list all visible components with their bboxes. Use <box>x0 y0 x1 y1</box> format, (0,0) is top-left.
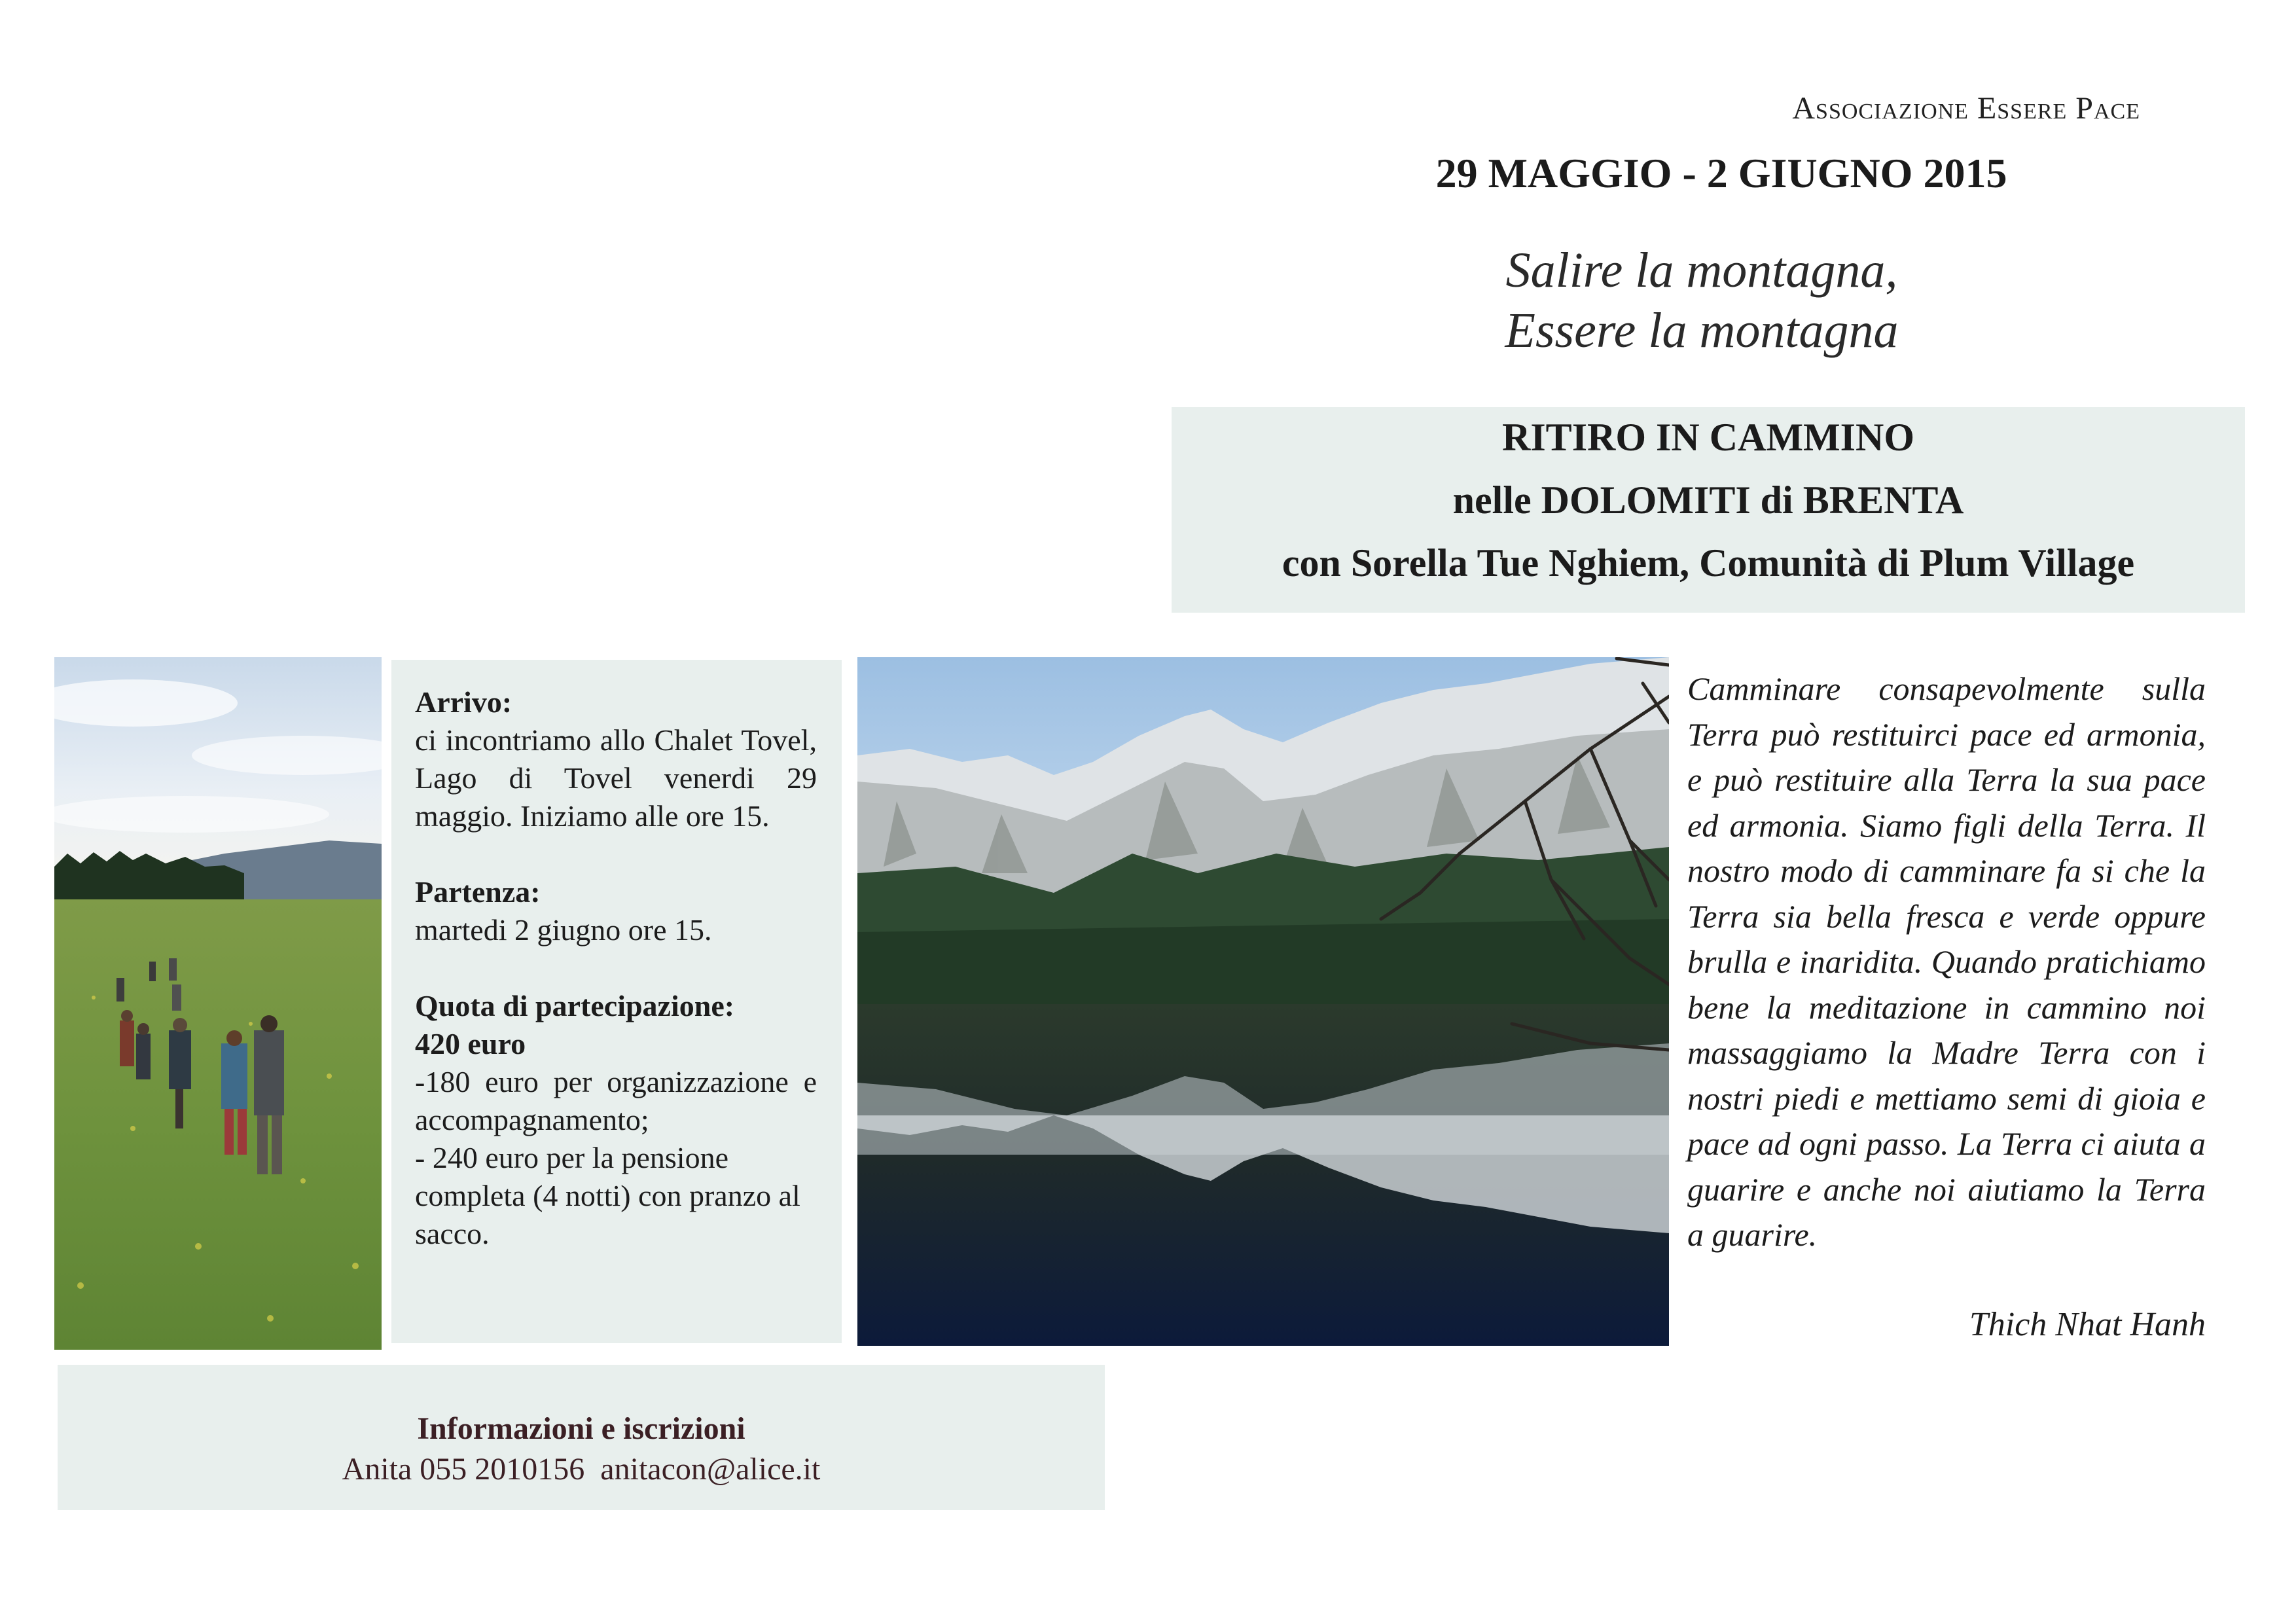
fee-amount: 420 euro <box>415 1027 526 1060</box>
retreat-title-box <box>1172 407 2245 613</box>
motto-line-1: Salire la montagna, <box>1505 243 1898 298</box>
fee-label: Quota di partecipazione: <box>415 989 735 1022</box>
organization-name: Associazione Essere Pace <box>1792 91 2140 126</box>
arrival-label: Arrivo: <box>415 685 512 719</box>
quote-author: Thich Nhat Hanh <box>1969 1306 2206 1343</box>
contact-title: Informazioni e iscrizioni <box>417 1411 745 1446</box>
event-dates: 29 MAGGIO - 2 GIUGNO 2015 <box>1435 150 2007 196</box>
motto-line-2: Essere la montagna <box>1505 303 1899 358</box>
contact-details: Anita 055 2010156 anitacon@alice.it <box>342 1452 821 1487</box>
departure-label: Partenza: <box>415 875 541 909</box>
arrival-text: ci incontriamo allo Chalet Tovel, Lago di Tovel venerdi 29 maggio. Iniziamo alle ore 15. <box>415 723 817 833</box>
retreat-location: nelle DOLOMITI di BRENTA <box>1452 478 1964 522</box>
fee-item-board: - 240 euro per la pensione completa (4 notti) con pranzo al sacco. <box>415 1141 800 1250</box>
hikers-meadow-photo <box>54 657 382 1350</box>
mountain-lake-photo <box>857 657 1669 1346</box>
info-box <box>391 660 842 1343</box>
contact-box <box>58 1365 1105 1510</box>
quote-text: Camminare consapevolmente sulla Terra può restituirci pace ed armonia, e può restituire alla Terra la sua pace ed armonia. Siamo figli della Terra. Il nostro modo di camminare fa si che la Terra sia bella fresca e verde oppure brulla e inaridita. Quando pratichiamo bene la meditazione in cammino noi massaggiamo la Madre Terra con i nostri piedi e mettiamo semi di gioia e pace ad ogni passo. La Terra ci aiuta a guarire e anche noi aiutiamo la Terra a guarire. <box>1687 670 2206 1253</box>
retreat-title: RITIRO IN CAMMINO <box>1502 416 1914 459</box>
retreat-teacher: con Sorella Tue Nghiem, Comunità di Plum Village <box>1282 541 2135 585</box>
fee-item-organization: -180 euro per organizzazione e accompagnamento; <box>415 1065 817 1136</box>
departure-text: martedi 2 giugno ore 15. <box>415 913 712 947</box>
